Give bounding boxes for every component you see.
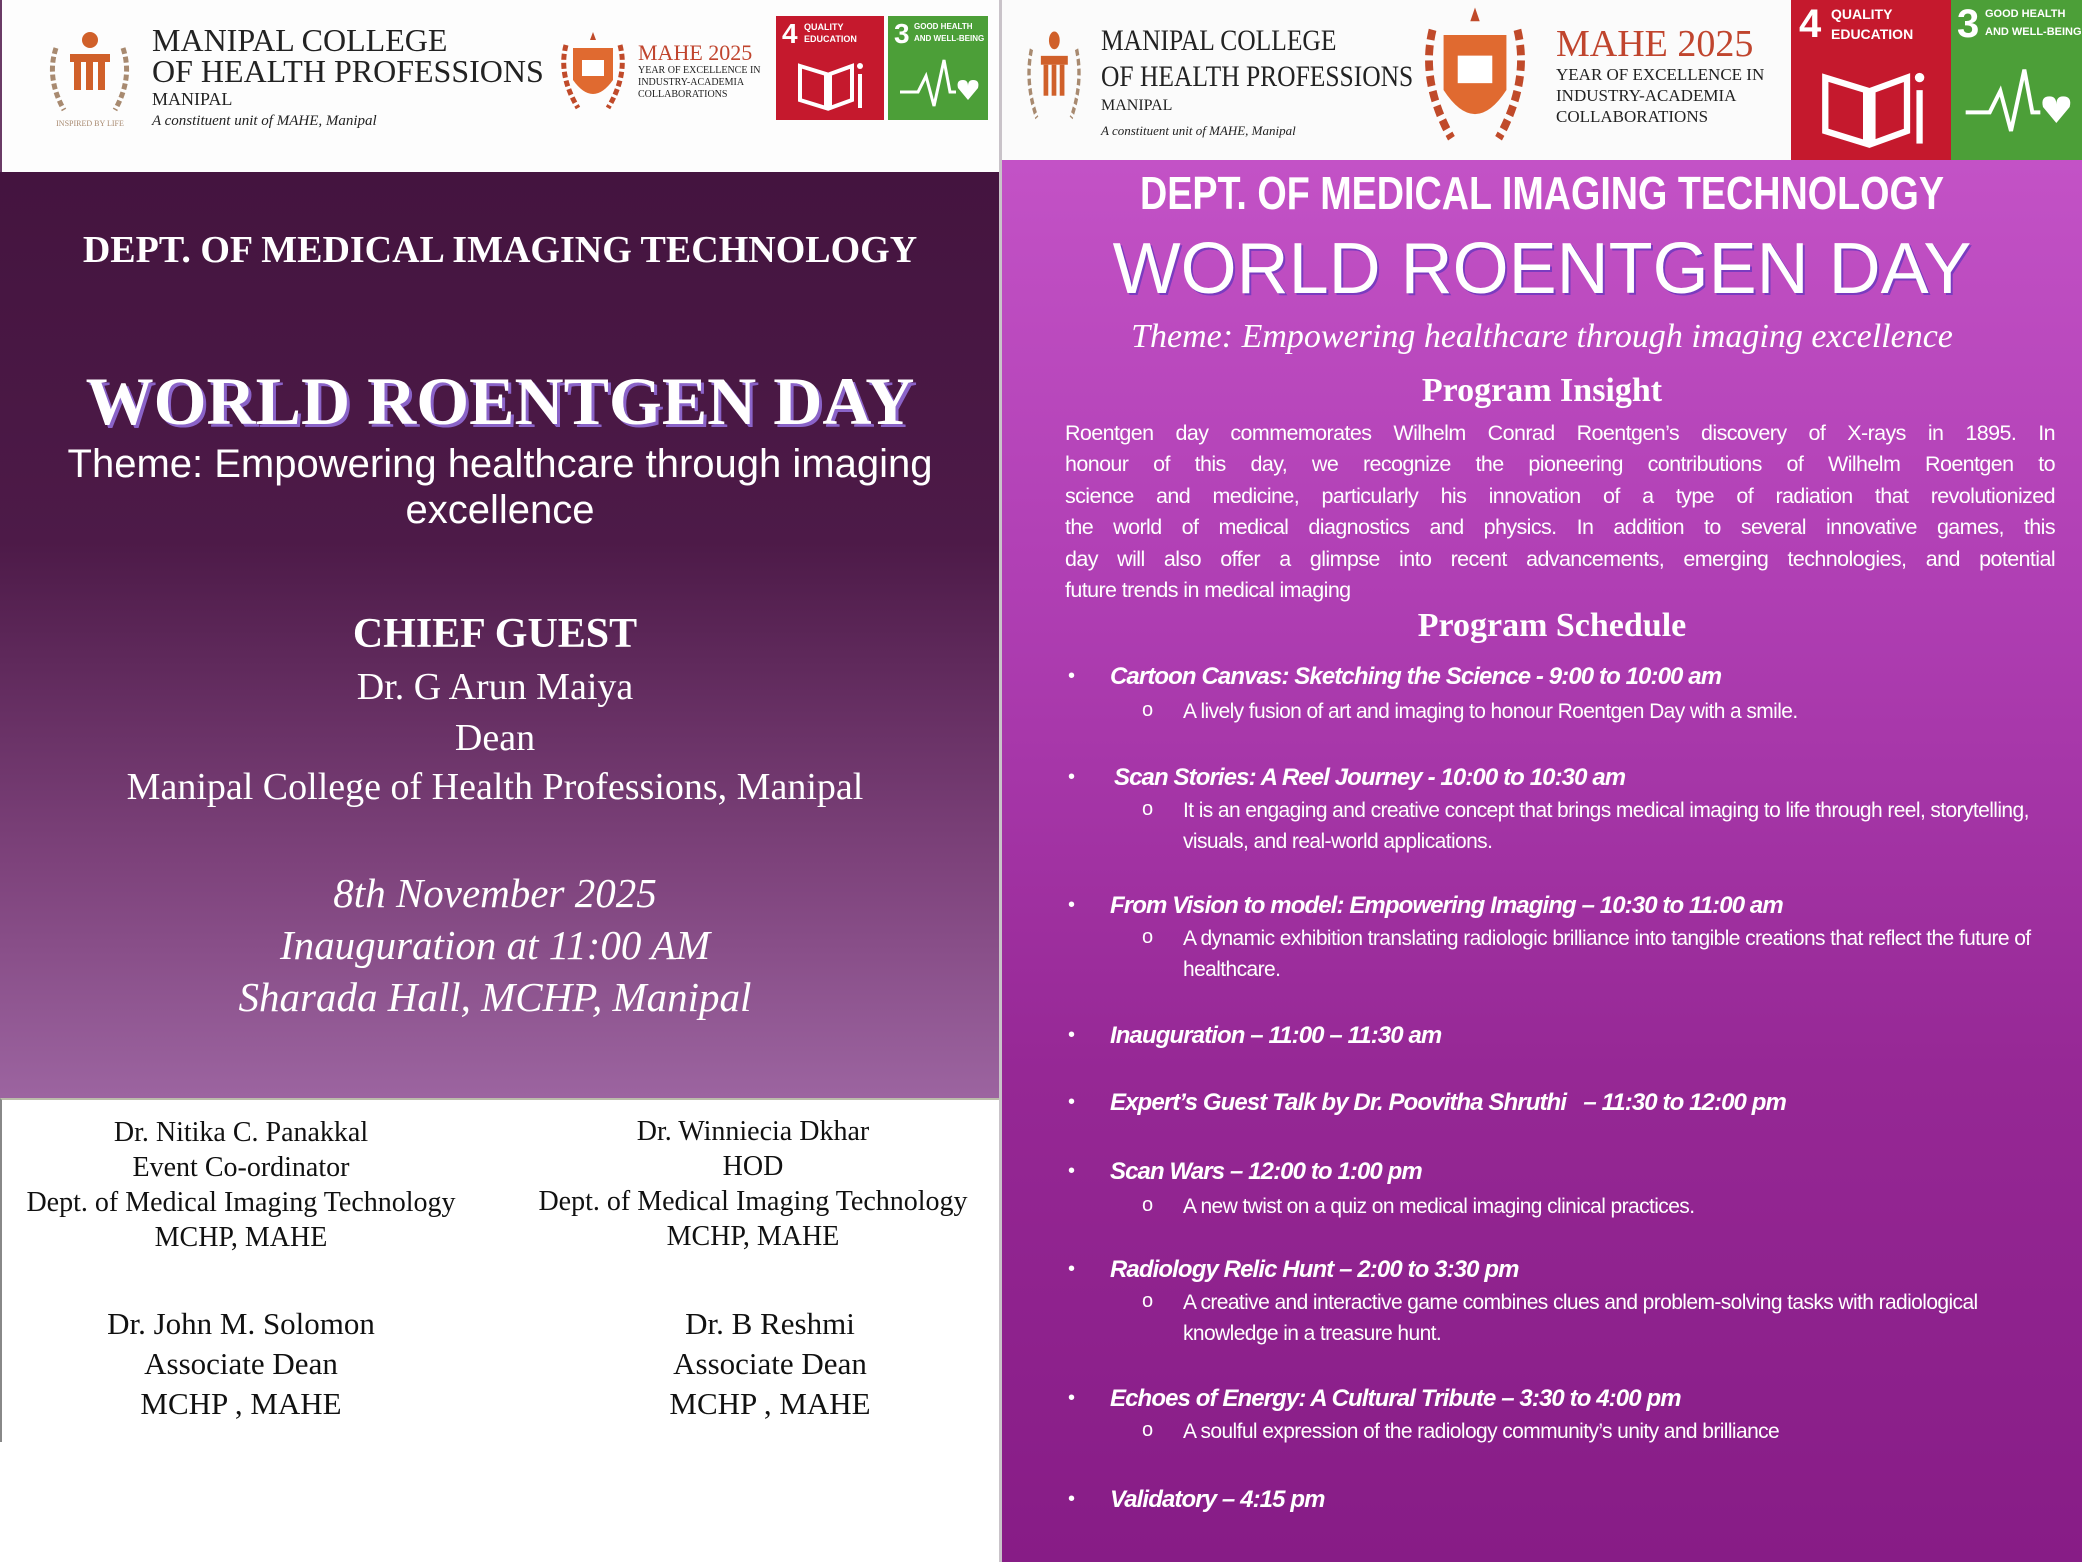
sdg4-label2: EDUCATION bbox=[1831, 26, 1914, 42]
left-theme-line2: excellence bbox=[405, 488, 595, 532]
sdg3-label2: AND WELL-BEING bbox=[1985, 26, 2082, 38]
signatory-3 bbox=[0, 1304, 491, 1424]
schedule-item-title: From Vision to model: Empowering Imaging – 10:30 to 11:00 am bbox=[1110, 892, 1783, 919]
mchp-logo-icon bbox=[1022, 16, 1086, 140]
heartbeat-icon bbox=[1963, 62, 2075, 144]
signatory-1 bbox=[0, 1115, 491, 1255]
sdg4-badge bbox=[1791, 0, 1951, 160]
sdg3-badge bbox=[888, 16, 988, 120]
mchp-logo-icon bbox=[42, 18, 137, 130]
college-city: MANIPAL bbox=[1101, 97, 1173, 114]
chief-guest-role: Dean bbox=[454, 717, 536, 759]
left-theme-line1: Theme: Empowering healthcare through imaging bbox=[67, 442, 933, 486]
signatory-role: Event Co-ordinator bbox=[132, 1152, 350, 1183]
mahe-2025-emblem-icon bbox=[558, 30, 628, 116]
right-dept-heading: DEPT. OF MEDICAL IMAGING TECHNOLOGY bbox=[1139, 167, 1945, 219]
program-insight-paragraph bbox=[1065, 418, 2055, 606]
college-city: MANIPAL bbox=[152, 89, 233, 109]
left-poster bbox=[0, 0, 1000, 1562]
mahe-sub1: YEAR OF EXCELLENCE IN bbox=[1556, 65, 1765, 84]
schedule-item-title: Echoes of Energy: A Cultural Tribute – 3:30 to 4:00 pm bbox=[1110, 1385, 1681, 1412]
sdg3-label1: GOOD HEALTH bbox=[914, 22, 973, 31]
college-name-line1: MANIPAL COLLEGE bbox=[152, 22, 448, 58]
mahe-title: MAHE 2025 bbox=[1556, 23, 1754, 65]
sub-bullet-icon: o bbox=[1142, 1194, 1154, 1216]
sdg4-badge bbox=[776, 16, 884, 120]
program-schedule-heading: Program Schedule bbox=[1417, 607, 1687, 644]
insight-line: Roentgen day commemorates Wilhelm Conrad Roentgen’s discovery of X-rays in 1895. In bbox=[1065, 421, 2055, 445]
bullet-icon: • bbox=[1068, 1091, 1076, 1113]
signatory-org: MCHP , MAHE bbox=[669, 1386, 871, 1421]
sdg3-label1: GOOD HEALTH bbox=[1985, 8, 2066, 20]
schedule-item-description: A dynamic exhibition translating radiologic brilliance into tangible creations that reflect the future of healthcare. bbox=[1183, 927, 2031, 981]
book-icon bbox=[1819, 68, 1929, 150]
signatory-4 bbox=[520, 1304, 1020, 1424]
left-dept-heading: DEPT. OF MEDICAL IMAGING TECHNOLOGY bbox=[82, 229, 918, 271]
mahe-sub3: COLLABORATIONS bbox=[638, 89, 728, 100]
signatory-name: Dr. Nitika C. Panakkal bbox=[113, 1117, 369, 1148]
sdg4-number: 4 bbox=[782, 18, 798, 49]
schedule-item-title: Cartoon Canvas: Sketching the Science - 9:00 to 10:00 am bbox=[1110, 663, 1722, 690]
sub-bullet-icon: o bbox=[1142, 699, 1154, 721]
sub-bullet-icon: o bbox=[1142, 798, 1154, 820]
sdg4-label1: QUALITY bbox=[804, 22, 844, 32]
insight-line: future trends in medical imaging bbox=[1065, 578, 1351, 603]
signatory-org: MCHP, MAHE bbox=[666, 1221, 840, 1252]
mahe-2025-emblem-icon bbox=[1420, 4, 1530, 152]
bullet-icon: • bbox=[1068, 1387, 1076, 1409]
signatory-2 bbox=[503, 1114, 1003, 1254]
svg-text:INSPIRED BY LIFE: INSPIRED BY LIFE bbox=[56, 119, 124, 128]
chief-guest-org: Manipal College of Health Professions, Manipal bbox=[126, 766, 864, 808]
schedule-item-description: It is an engaging and creative concept that brings medical imaging to life through reel, storytelling, visuals, and real-world applications. bbox=[1183, 799, 2029, 853]
schedule-item-description: A soulful expression of the radiology community’s unity and brilliance bbox=[1183, 1420, 1780, 1443]
insight-line: honour of this day, we recognize the pioneering contributions of Wilhelm Roentgen to bbox=[1065, 452, 2055, 477]
right-header-logos bbox=[1002, 0, 2082, 160]
bullet-icon: • bbox=[1068, 1488, 1076, 1510]
insight-line: science and medicine, particularly his innovation of a type of radiation that revolutionized bbox=[1065, 483, 2055, 508]
sdg3-number: 3 bbox=[1957, 2, 1980, 46]
insight-line: the world of medical diagnostics and physics. In addition to several innovative games, this bbox=[1065, 515, 2055, 540]
program-insight-heading: Program Insight bbox=[1421, 372, 1663, 409]
mahe-sub2: INDUSTRY-ACADEMIA bbox=[638, 77, 745, 88]
signatory-name: Dr. John M. Solomon bbox=[107, 1306, 375, 1341]
constituent-text: A constituent unit of MAHE, Manipal bbox=[1101, 123, 1296, 138]
left-event-title: WORLD ROENTGEN DAY bbox=[85, 363, 915, 439]
sdg4-number: 4 bbox=[1799, 2, 1822, 46]
signatory-role: Associate Dean bbox=[144, 1346, 338, 1381]
heartbeat-icon bbox=[898, 56, 982, 114]
sub-bullet-icon: o bbox=[1142, 1419, 1154, 1441]
chief-guest-heading: CHIEF GUEST bbox=[352, 611, 638, 657]
insight-line: day will also offer a glimpse into recent advancements, emerging technologies, and potential bbox=[1065, 546, 2055, 571]
right-event-title: WORLD ROENTGEN DAY bbox=[1112, 229, 1972, 309]
signatory-name: Dr. B Reshmi bbox=[685, 1306, 855, 1341]
signatory-role: HOD bbox=[722, 1151, 784, 1182]
right-poster bbox=[1002, 0, 2082, 1562]
schedule-item-description: A creative and interactive game combines clues and problem-solving tasks with radiological knowledge in a treasure hunt. bbox=[1183, 1291, 1978, 1345]
college-name-line2: OF HEALTH PROFESSIONS bbox=[1101, 60, 1414, 93]
bullet-icon: • bbox=[1068, 1258, 1076, 1280]
schedule-item-description: A new twist on a quiz on medical imaging clinical practices. bbox=[1183, 1195, 1695, 1218]
bullet-icon: • bbox=[1068, 1024, 1076, 1046]
mahe-title: MAHE 2025 bbox=[638, 40, 753, 65]
bullet-icon: • bbox=[1068, 766, 1076, 788]
schedule-item-title: Scan Stories: A Reel Journey - 10:00 to 10:30 am bbox=[1114, 764, 1626, 791]
college-name-line1: MANIPAL COLLEGE bbox=[1101, 24, 1337, 57]
book-icon bbox=[796, 60, 866, 112]
sdg3-label2: AND WELL-BEING bbox=[914, 34, 985, 43]
signatory-role: Associate Dean bbox=[673, 1346, 867, 1381]
sub-bullet-icon: o bbox=[1142, 1290, 1154, 1312]
bullet-icon: • bbox=[1068, 894, 1076, 916]
schedule-item-title: Validatory – 4:15 pm bbox=[1110, 1486, 1325, 1513]
sdg3-number: 3 bbox=[894, 18, 910, 49]
sub-bullet-icon: o bbox=[1142, 926, 1154, 948]
event-date: 8th November 2025 bbox=[333, 870, 657, 916]
event-venue: Sharada Hall, MCHP, Manipal bbox=[238, 974, 752, 1020]
right-main-panel bbox=[1002, 160, 2082, 1562]
schedule-item-title: Radiology Relic Hunt – 2:00 to 3:30 pm bbox=[1110, 1256, 1519, 1283]
college-name-line2: OF HEALTH PROFESSIONS bbox=[152, 53, 544, 89]
bullet-icon: • bbox=[1068, 1160, 1076, 1182]
signatory-dept: Dept. of Medical Imaging Technology bbox=[26, 1187, 456, 1218]
sdg3-badge bbox=[1951, 0, 2082, 160]
signatory-name: Dr. Winniecia Dkhar bbox=[636, 1116, 870, 1147]
constituent-text: A constituent unit of MAHE, Manipal bbox=[152, 113, 377, 129]
schedule-item-title: Inauguration – 11:00 – 11:30 am bbox=[1110, 1022, 1442, 1049]
signatory-org: MCHP , MAHE bbox=[140, 1386, 342, 1421]
signatory-dept: Dept. of Medical Imaging Technology bbox=[538, 1186, 968, 1217]
right-theme: Theme: Empowering healthcare through imaging excellence bbox=[1131, 318, 1953, 355]
left-header-logos bbox=[0, 0, 1000, 172]
mahe-sub1: YEAR OF EXCELLENCE IN bbox=[638, 65, 761, 76]
sdg4-label1: QUALITY bbox=[1831, 6, 1893, 22]
chief-guest-name: Dr. G Arun Maiya bbox=[356, 666, 634, 708]
mahe-sub2: INDUSTRY-ACADEMIA bbox=[1556, 86, 1737, 105]
signatory-org: MCHP, MAHE bbox=[154, 1222, 328, 1253]
inauguration-time: Inauguration at 11:00 AM bbox=[279, 922, 711, 968]
bullet-icon: • bbox=[1068, 665, 1076, 687]
schedule-item-title: Scan Wars – 12:00 to 1:00 pm bbox=[1110, 1158, 1422, 1185]
schedule-item-description: A lively fusion of art and imaging to honour Roentgen Day with a smile. bbox=[1183, 700, 1798, 723]
schedule-item-title: Expert’s Guest Talk by Dr. Poovitha Shruthi – 11:30 to 12:00 pm bbox=[1110, 1089, 1786, 1116]
sdg4-label2: EDUCATION bbox=[804, 34, 857, 44]
mahe-sub3: COLLABORATIONS bbox=[1556, 107, 1709, 126]
